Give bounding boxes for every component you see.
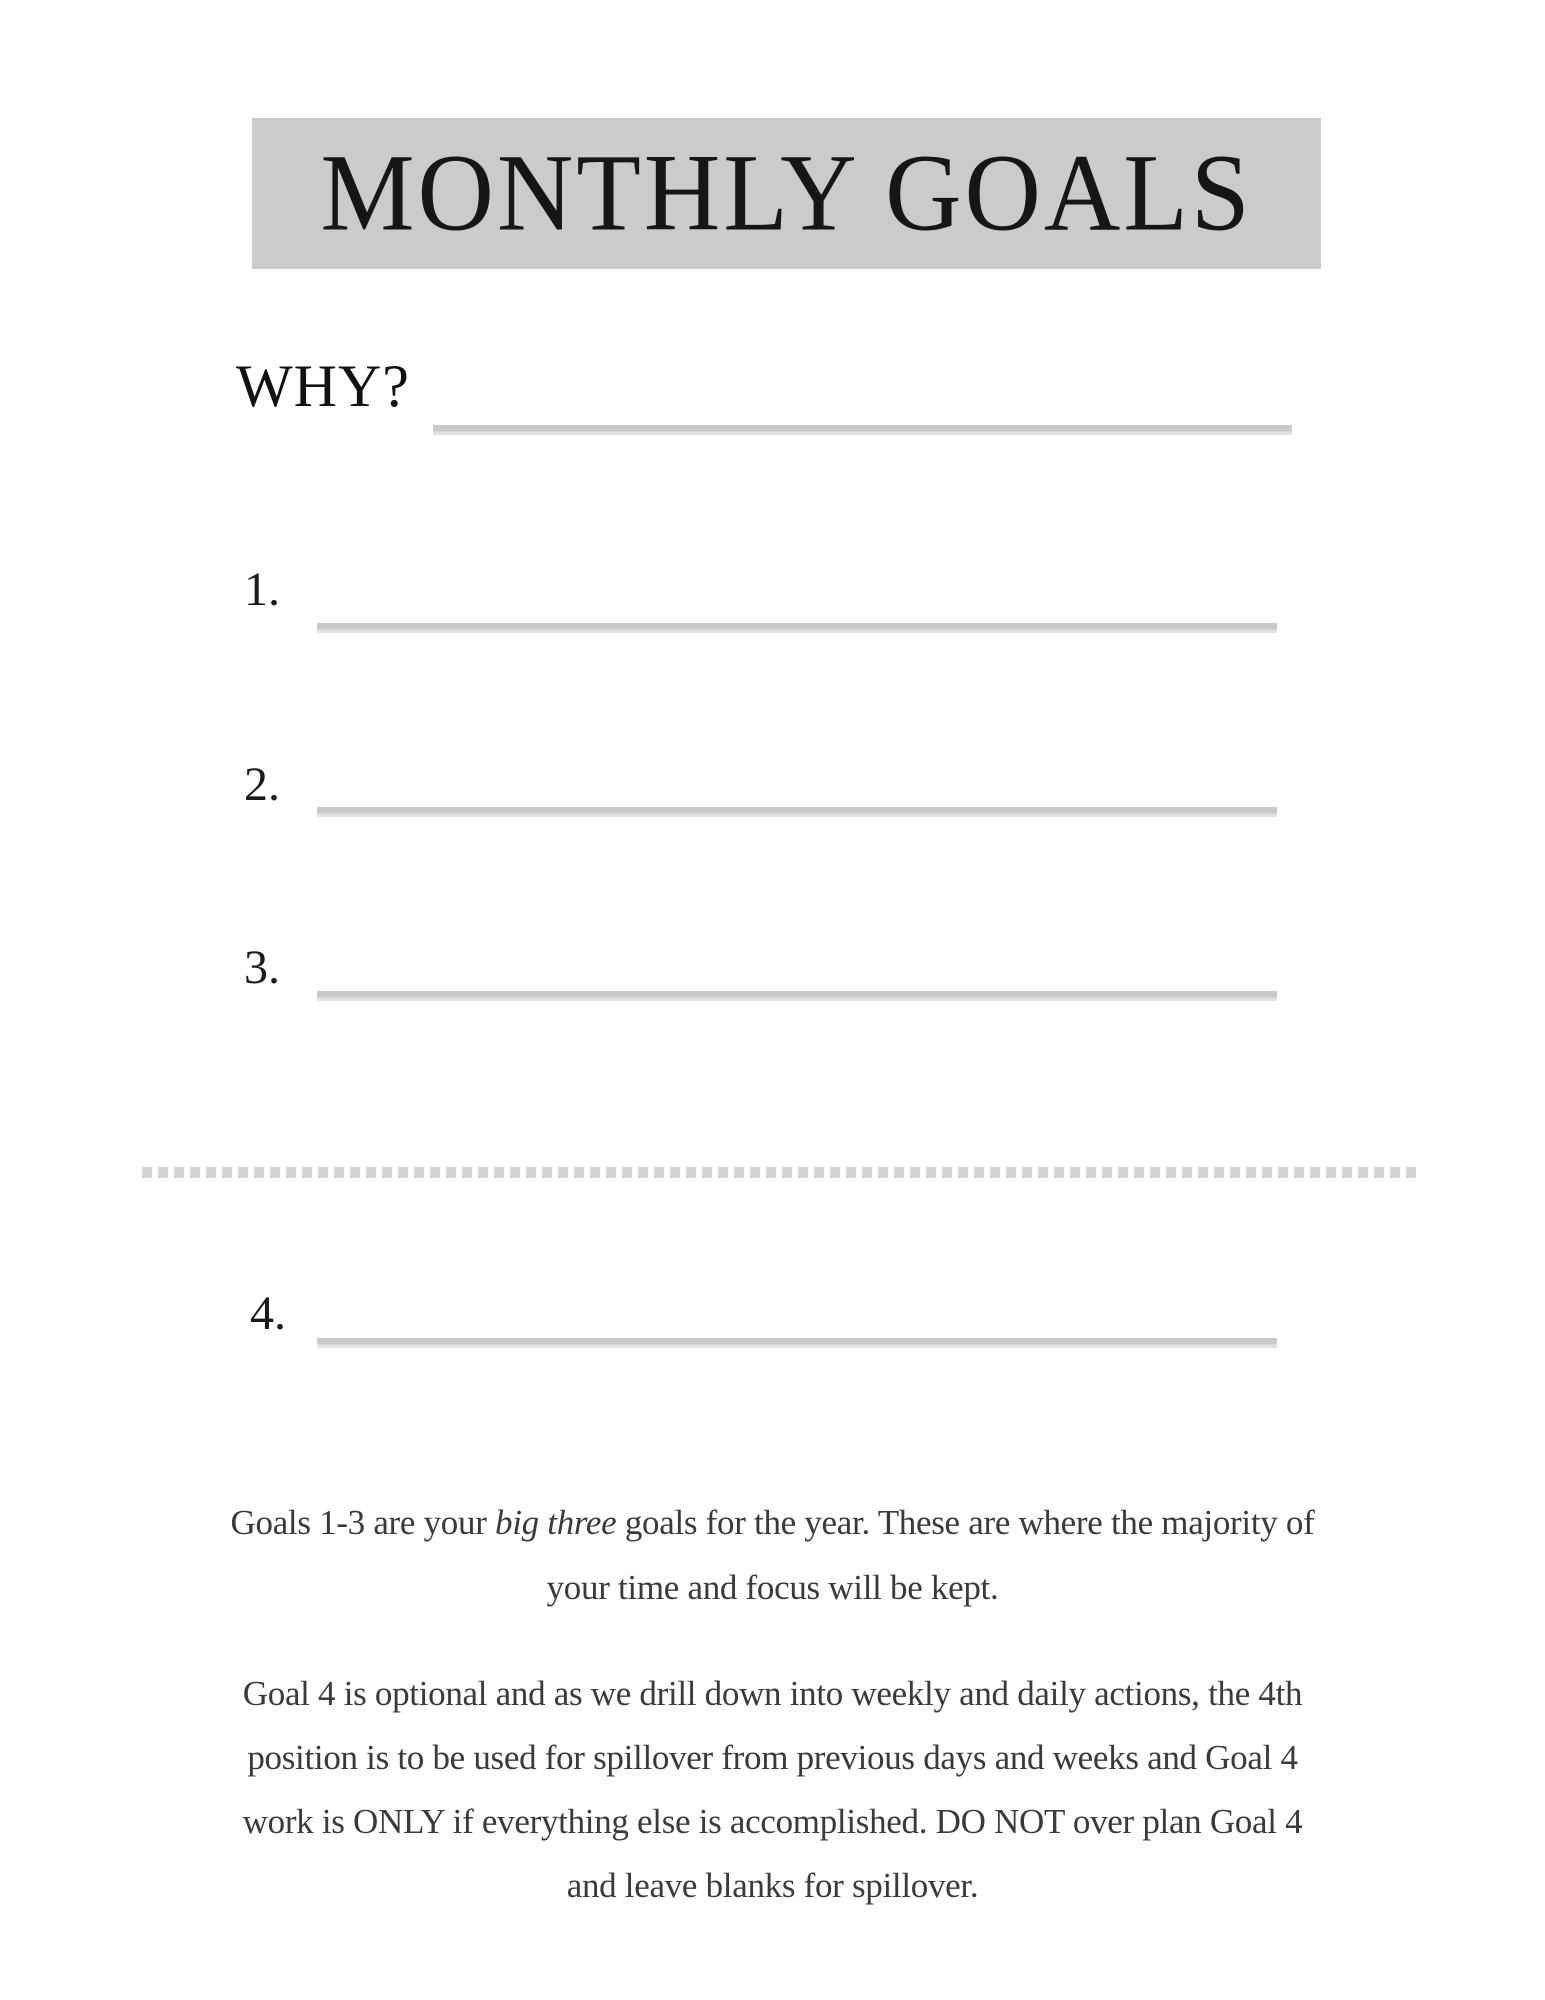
goal-4-blank-line[interactable] [317, 1338, 1277, 1348]
dotted-section-divider [142, 1167, 1422, 1178]
note-1-line-2: your time and focus will be kept. [546, 1568, 999, 1607]
note-1-line-1 [0, 1490, 1545, 1555]
note-2-line-4: and leave blanks for spillover. [566, 1866, 979, 1905]
why-blank-line[interactable] [433, 425, 1292, 435]
goal-1-blank-line[interactable] [317, 623, 1277, 633]
note-1-line-1-pre: Goals 1-3 are your [230, 1503, 496, 1542]
note-2-line-1: Goal 4 is optional and as we drill down into weekly and daily actions, the 4th [242, 1674, 1303, 1713]
goal-number-2: 2. [244, 758, 280, 811]
title-banner [252, 118, 1321, 269]
note-2-line-2: position is to be used for spillover from previous days and weeks and Goal 4 [247, 1738, 1298, 1777]
goal-number-4: 4. [250, 1287, 286, 1340]
note-paragraph-1 [0, 1490, 1545, 1620]
note-1-line-1-post: goals for the year. These are where the majority of [616, 1503, 1315, 1542]
note-paragraph-2 [0, 1662, 1545, 1918]
why-label: WHY? [236, 353, 410, 419]
page-title: MONTHLY GOALS [320, 132, 1253, 254]
note-2-line-3: work is ONLY if everything else is accomplished. DO NOT over plan Goal 4 [242, 1802, 1303, 1841]
note-1-line-1-italic: big three [495, 1503, 617, 1542]
goal-number-1: 1. [244, 563, 280, 616]
goal-number-3: 3. [244, 941, 280, 994]
goal-2-blank-line[interactable] [317, 807, 1277, 817]
goal-3-blank-line[interactable] [317, 991, 1277, 1001]
